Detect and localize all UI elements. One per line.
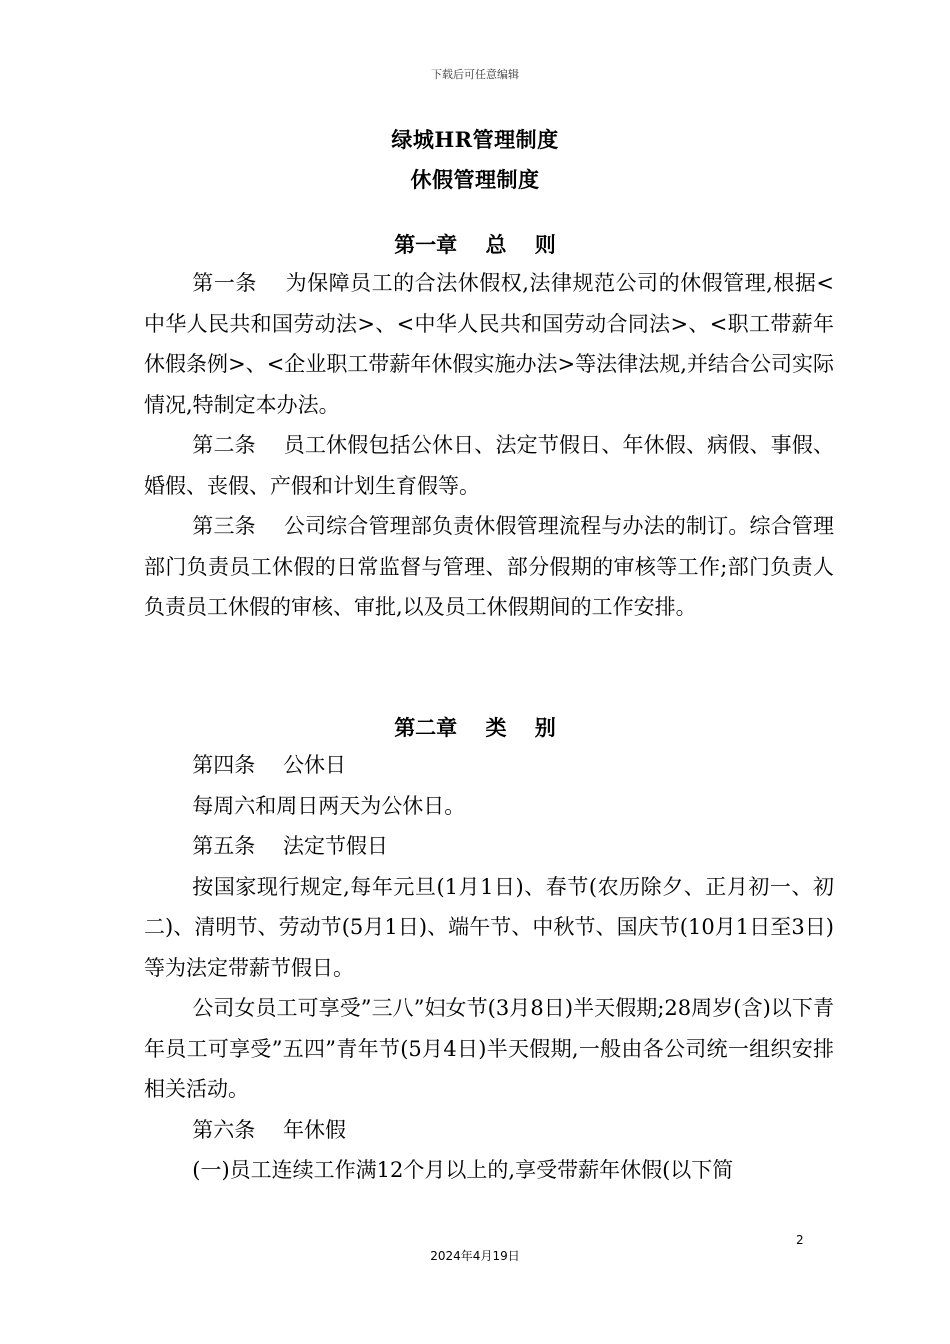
article-paragraph: 第四条 公休日	[192, 753, 346, 777]
chapter-one-body	[144, 263, 834, 628]
article-paragraph: 公司女员工可享受”三八”妇女节(3月8日)半天假期;28周岁(含)以下青年员工可享受”五四”青年节(5月4日)半天假期,一般由各公司统一组织安排相关活动。	[144, 996, 834, 1101]
footer-date: 2024年4月19日	[430, 1249, 520, 1263]
document-title: 绿城HR管理制度	[391, 127, 559, 152]
header-note: 下载后可任意编辑	[431, 68, 519, 81]
chapter-heading: 第二章 类 别	[394, 715, 556, 740]
article-paragraph: 第六条 年休假	[192, 1117, 346, 1142]
page-number: 2	[796, 1233, 804, 1247]
document-subtitle: 休假管理制度	[410, 167, 540, 192]
article-paragraph: 第一条 为保障员工的合法休假权,法律规范公司的休假管理,根据<中华人民共和国劳动法>、<中华人民共和国劳动合同法>、<职工带薪年休假条例>、<企业职工带薪年休假实施办法>等法律法规,并结合公司实际情况,特制定本办法。	[144, 271, 834, 417]
article-paragraph: 第二条 员工休假包括公休日、法定节假日、年休假、病假、事假、婚假、丧假、产假和计划生育假等。	[144, 433, 834, 498]
article-paragraph: 第三条 公司综合管理部负责休假管理流程与办法的制订。综合管理部门负责员工休假的日常监督与管理、部分假期的审核等工作;部门负责人负责员工休假的审核、审批,以及员工休假期间的工作安排。	[144, 514, 834, 619]
chapter-heading: 第一章 总 则	[394, 232, 556, 257]
article-paragraph: (一)员工连续工作满12个月以上的,享受带薪年休假(以下简	[192, 1158, 734, 1182]
chapter-two-body	[144, 745, 834, 1191]
article-paragraph: 按国家现行规定,每年元旦(1月1日)、春节(农历除夕、正月初一、初二)、清明节、劳动节(5月1日)、端午节、中秋节、国庆节(10月1日至3日)等为法定带薪节假日。	[144, 874, 834, 980]
article-paragraph: 每周六和周日两天为公休日。	[192, 793, 466, 818]
article-paragraph: 第五条 法定节假日	[192, 834, 388, 858]
